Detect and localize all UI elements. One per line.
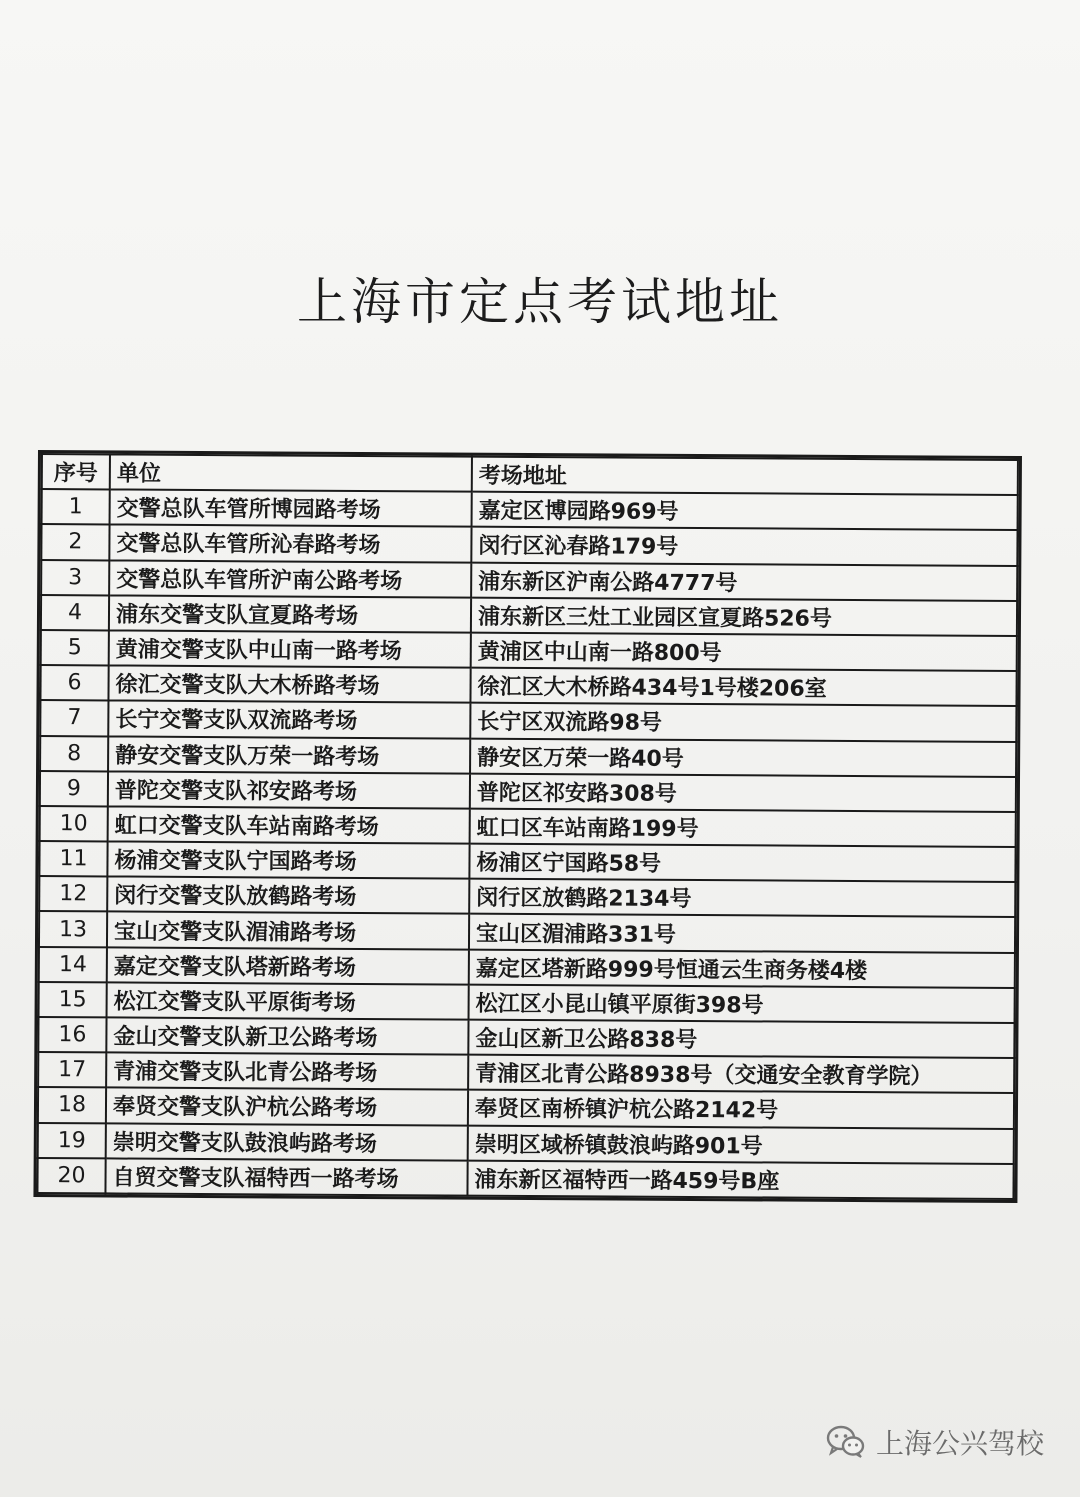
table-row [39,982,1015,1023]
cell-unit: 交警总队车管所博园路考场 [110,490,472,527]
cell-unit: 闵行交警支队放鹤路考场 [107,877,469,914]
exam-address-table [33,450,1022,1203]
cell-address: 崇明区域桥镇鼓浪屿路901号 [468,1125,1014,1164]
cell-address: 金山区新卫公路838号 [468,1020,1014,1059]
cell-serial: 3 [41,560,109,596]
cell-address: 浦东新区沪南公路4777号 [471,562,1017,601]
cell-unit: 崇明交警支队鼓浪屿路考场 [106,1123,468,1160]
cell-unit: 杨浦交警支队宁国路考场 [107,841,469,878]
cell-unit: 交警总队车管所沪南公路考场 [109,560,471,597]
page-title: 上海市定点考试地址 [297,273,783,331]
table-row [38,1052,1014,1093]
cell-serial: 16 [38,1017,106,1053]
table-row [42,489,1018,530]
table-row [40,736,1016,777]
table-row [41,630,1017,671]
table-row [38,1017,1014,1058]
table-header-row [42,454,1018,495]
cell-address: 杨浦区宁国路58号 [469,844,1015,883]
cell-serial: 11 [39,841,107,877]
cell-serial: 20 [37,1158,105,1194]
cell-serial: 15 [39,982,107,1018]
cell-unit: 普陀交警支队祁安路考场 [108,771,470,808]
table-row [41,595,1017,636]
cell-serial: 5 [41,630,109,666]
wechat-icon [826,1425,866,1459]
table-row [40,771,1016,812]
cell-serial: 6 [40,665,108,701]
cell-address: 长宁区双流路98号 [470,703,1016,742]
header-serial: 序号 [42,454,110,490]
cell-address: 浦东新区三灶工业园区宣夏路526号 [471,597,1017,636]
table-row [39,876,1015,917]
cell-address: 普陀区祁安路308号 [470,773,1016,812]
cell-unit: 徐汇交警支队大木桥路考场 [108,666,470,703]
cell-serial: 7 [40,700,108,736]
table-row [40,665,1016,706]
cell-serial: 10 [40,806,108,842]
cell-address: 嘉定区塔新路999号恒通云生商务楼4楼 [469,949,1015,988]
cell-unit: 嘉定交警支队塔新路考场 [107,947,469,984]
cell-address: 虹口区车站南路199号 [470,809,1016,848]
cell-address: 青浦区北青公路8938号（交通安全教育学院） [468,1055,1014,1094]
cell-serial: 19 [38,1123,106,1159]
cell-address: 奉贤区南桥镇沪杭公路2142号 [468,1090,1014,1129]
cell-serial: 8 [40,736,108,772]
cell-unit: 宝山交警支队湄浦路考场 [107,912,469,949]
cell-unit: 自贸交警支队福特西一路考场 [105,1158,467,1195]
cell-unit: 长宁交警支队双流路考场 [108,701,470,738]
header-address: 考场地址 [472,457,1018,496]
cell-unit: 黄浦交警支队中山南一路考场 [109,630,471,667]
table-row [41,560,1017,601]
table-row [41,524,1017,565]
watermark-text: 上海公兴驾校 [875,1427,1044,1460]
cell-unit: 静安交警支队万荣一路考场 [108,736,470,773]
cell-unit: 奉贤交警支队沪杭公路考场 [106,1088,468,1125]
cell-address: 闵行区放鹤路2134号 [469,879,1015,918]
cell-serial: 13 [39,911,107,947]
table-row [38,1123,1014,1164]
cell-unit: 浦东交警支队宣夏路考场 [109,595,471,632]
cell-unit: 青浦交警支队北青公路考场 [106,1053,468,1090]
table-row [40,700,1016,741]
cell-address: 静安区万荣一路40号 [470,738,1016,777]
cell-serial: 1 [42,489,110,525]
cell-address: 松江区小昆山镇平原街398号 [469,984,1015,1023]
cell-serial: 18 [38,1087,106,1123]
table-row [39,841,1015,882]
cell-address: 黄浦区中山南一路800号 [471,633,1017,672]
cell-unit: 松江交警支队平原街考场 [107,982,469,1019]
table-row [40,806,1016,847]
table-row [37,1158,1013,1199]
cell-address: 宝山区湄浦路331号 [469,914,1015,953]
cell-serial: 12 [39,876,107,912]
cell-serial: 14 [39,947,107,983]
table-row [38,1087,1014,1128]
cell-serial: 17 [38,1052,106,1088]
cell-serial: 4 [41,595,109,631]
cell-address: 徐汇区大木桥路434号1号楼206室 [470,668,1016,707]
cell-unit: 虹口交警支队车站南路考场 [108,806,470,843]
header-unit: 单位 [110,454,472,491]
table-body [37,489,1017,1199]
cell-serial: 2 [41,524,109,560]
cell-serial: 9 [40,771,108,807]
cell-address: 浦东新区福特西一路459号B座 [467,1160,1013,1199]
table-row [39,947,1015,988]
cell-unit: 金山交警支队新卫公路考场 [106,1017,468,1054]
table-row [39,911,1015,952]
cell-unit: 交警总队车管所沁春路考场 [109,525,471,562]
cell-address: 嘉定区博园路969号 [472,492,1018,531]
cell-address: 闵行区沁春路179号 [471,527,1017,566]
watermark [826,1422,1044,1462]
